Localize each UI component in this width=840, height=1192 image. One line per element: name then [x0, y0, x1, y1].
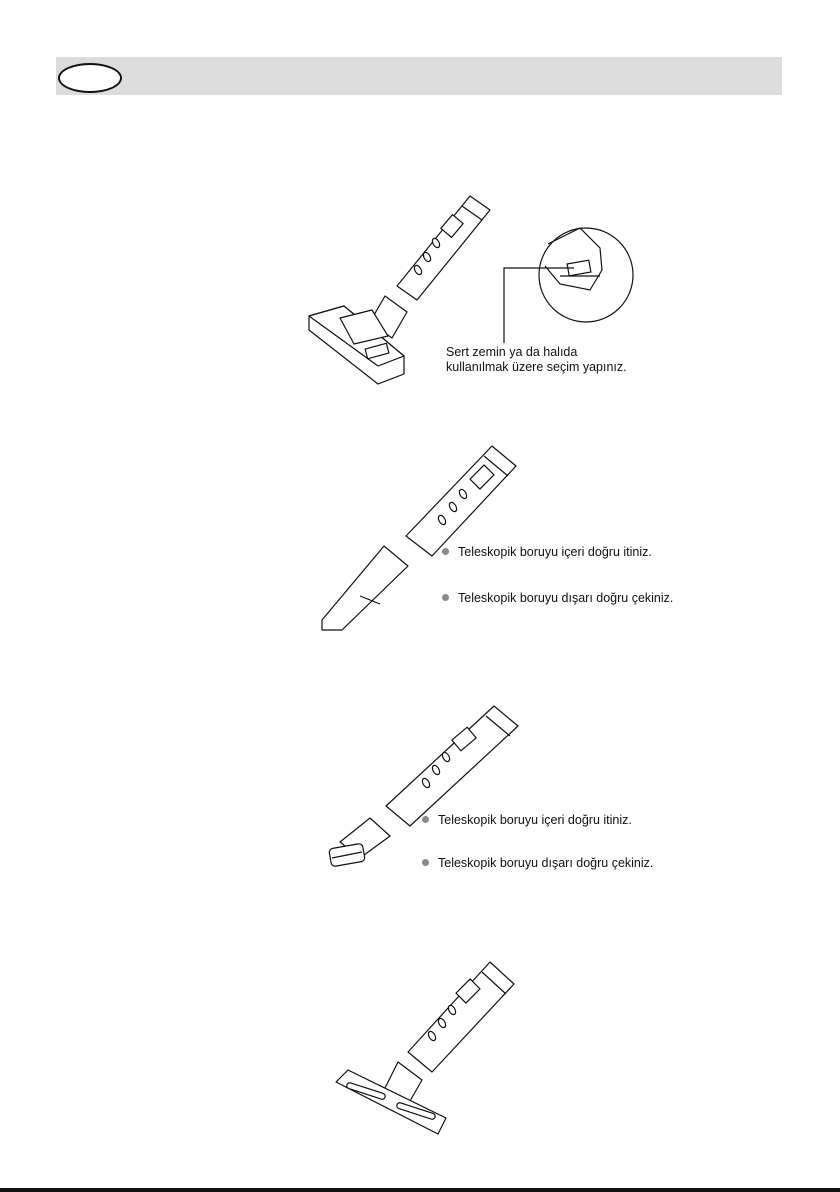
dusting-bullet-push: Teleskopik boruyu içeri doğru itiniz.	[422, 813, 632, 827]
floor-brush-caption-line1: Sert zemin ya da halıda	[446, 345, 578, 359]
crevice-bullet-pull: Teleskopik boruyu dışarı doğru çekiniz.	[442, 591, 673, 605]
footer-rule	[0, 1188, 840, 1192]
crevice-bullet-push: Teleskopik boruyu içeri doğru itiniz.	[442, 545, 652, 559]
floor-brush-caption-line2: kullanılmak üzere seçim yapınız.	[446, 360, 627, 374]
dusting-bullet-pull: Teleskopik boruyu dışarı doğru çekiniz.	[422, 856, 653, 870]
